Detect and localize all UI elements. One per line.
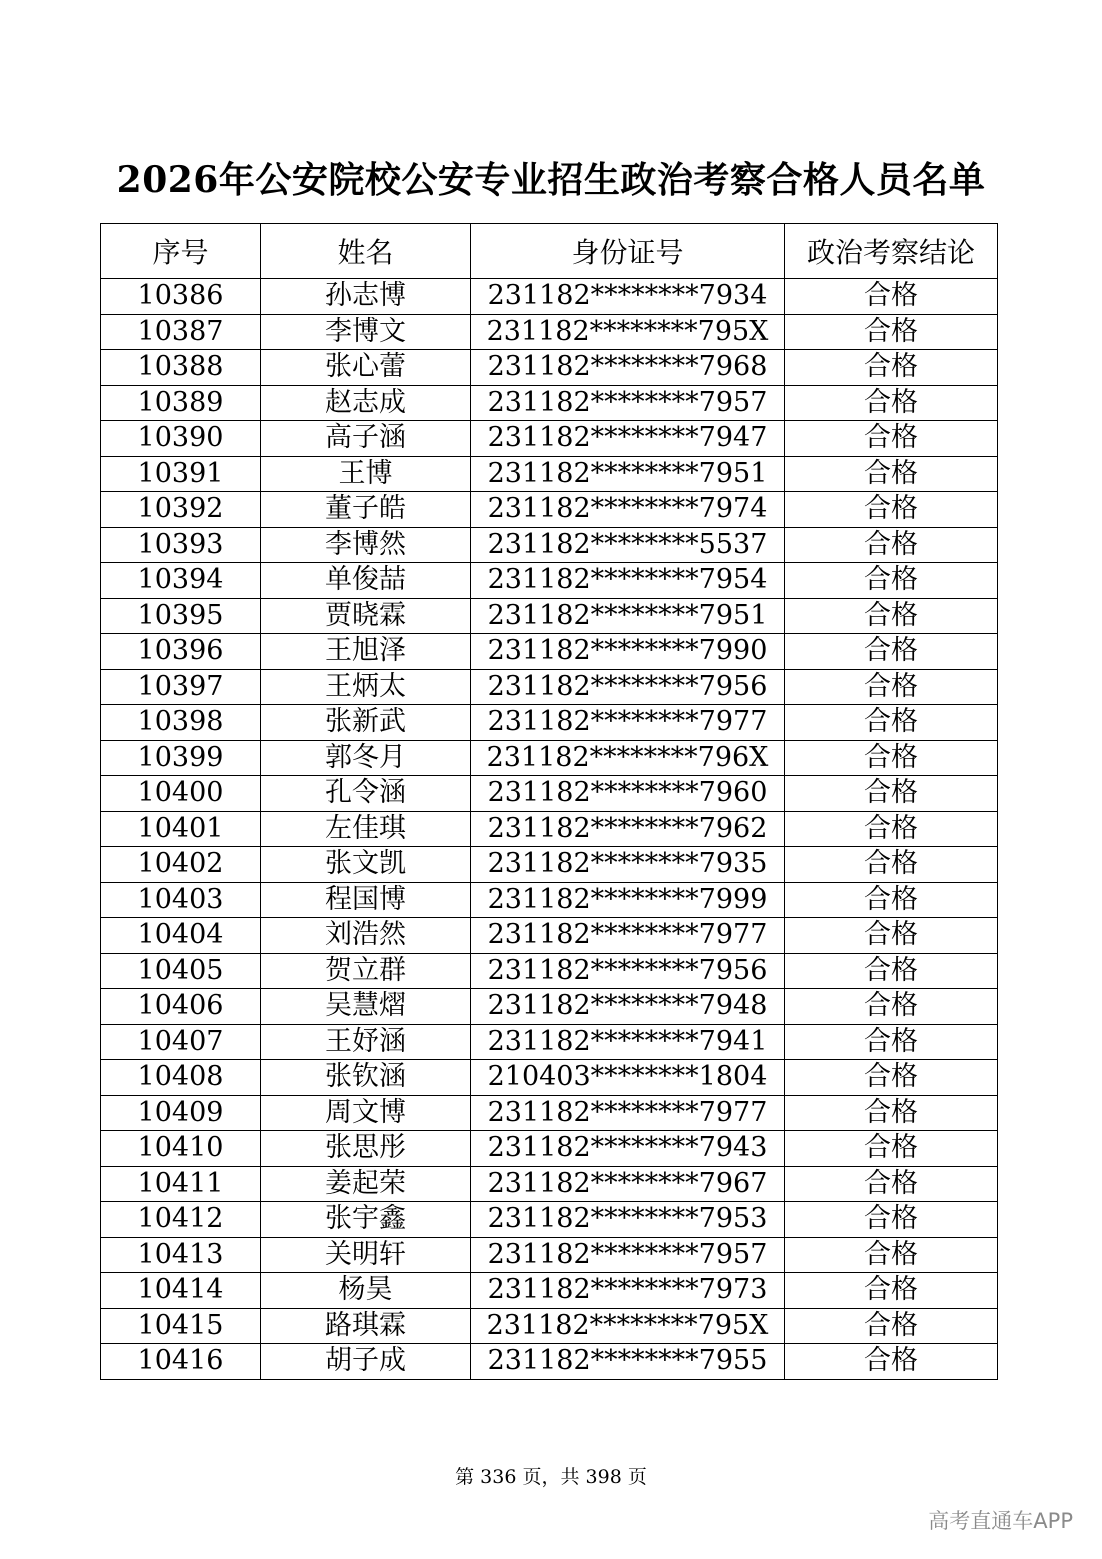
table-row xyxy=(101,811,998,847)
serial-number-cell: 10401 xyxy=(101,811,261,847)
id-number-cell: 231182********7973 xyxy=(471,1273,785,1309)
name-cell: 周文博 xyxy=(261,1095,471,1131)
result-cell: 合格 xyxy=(785,1273,998,1309)
serial-number-cell: 10397 xyxy=(101,669,261,705)
serial-number-cell: 10414 xyxy=(101,1273,261,1309)
name-cell: 程国博 xyxy=(261,882,471,918)
table-row xyxy=(101,776,998,812)
page-footer: 第 336 页，共 398 页 xyxy=(455,1466,647,1488)
serial-number-cell: 10389 xyxy=(101,385,261,421)
serial-number-cell: 10393 xyxy=(101,527,261,563)
id-number-cell: 231182********7956 xyxy=(471,669,785,705)
result-cell: 合格 xyxy=(785,1131,998,1167)
name-cell: 杨昊 xyxy=(261,1273,471,1309)
name-cell: 李博文 xyxy=(261,314,471,350)
id-number-cell: 231182********7960 xyxy=(471,776,785,812)
serial-number-cell: 10390 xyxy=(101,421,261,457)
name-cell: 赵志成 xyxy=(261,385,471,421)
serial-number-cell: 10400 xyxy=(101,776,261,812)
id-number-cell: 231182********795X xyxy=(471,314,785,350)
id-number-cell: 231182********7977 xyxy=(471,1095,785,1131)
id-number-cell: 231182********7957 xyxy=(471,385,785,421)
id-number-cell: 231182********7956 xyxy=(471,953,785,989)
table-row xyxy=(101,1237,998,1273)
name-cell: 王博 xyxy=(261,456,471,492)
result-cell: 合格 xyxy=(785,492,998,528)
table-row xyxy=(101,1273,998,1309)
serial-number-cell: 10403 xyxy=(101,882,261,918)
id-number-cell: 231182********7947 xyxy=(471,421,785,457)
id-number-cell: 231182********7934 xyxy=(471,279,785,315)
id-number-cell: 231182********796X xyxy=(471,740,785,776)
header-name: 姓名 xyxy=(261,224,471,279)
result-cell: 合格 xyxy=(785,953,998,989)
table-row xyxy=(101,598,998,634)
name-cell: 孔令涵 xyxy=(261,776,471,812)
name-cell: 张思彤 xyxy=(261,1131,471,1167)
table-row xyxy=(101,1060,998,1096)
name-cell: 张心蕾 xyxy=(261,350,471,386)
table-row xyxy=(101,989,998,1025)
table-row xyxy=(101,1166,998,1202)
table-row xyxy=(101,1308,998,1344)
name-cell: 张文凯 xyxy=(261,847,471,883)
serial-number-cell: 10387 xyxy=(101,314,261,350)
table-row xyxy=(101,1202,998,1238)
name-cell: 王妤涵 xyxy=(261,1024,471,1060)
page-title: 2026年公安院校公安专业招生政治考察合格人员名单 xyxy=(116,159,986,201)
serial-number-cell: 10411 xyxy=(101,1166,261,1202)
name-cell: 单俊喆 xyxy=(261,563,471,599)
serial-number-cell: 10396 xyxy=(101,634,261,670)
result-cell: 合格 xyxy=(785,279,998,315)
header-serial-number: 序号 xyxy=(101,224,261,279)
table-row xyxy=(101,1344,998,1380)
name-cell: 张宇鑫 xyxy=(261,1202,471,1238)
table-row xyxy=(101,527,998,563)
id-number-cell: 231182********7953 xyxy=(471,1202,785,1238)
table-row xyxy=(101,953,998,989)
id-number-cell: 231182********7941 xyxy=(471,1024,785,1060)
name-cell: 张新武 xyxy=(261,705,471,741)
name-cell: 刘浩然 xyxy=(261,918,471,954)
id-number-cell: 231182********7967 xyxy=(471,1166,785,1202)
id-number-cell: 231182********7943 xyxy=(471,1131,785,1167)
serial-number-cell: 10416 xyxy=(101,1344,261,1380)
id-number-cell: 231182********5537 xyxy=(471,527,785,563)
result-cell: 合格 xyxy=(785,847,998,883)
id-number-cell: 231182********7977 xyxy=(471,918,785,954)
watermark: 高考直通车APP xyxy=(928,1509,1073,1533)
table-row xyxy=(101,385,998,421)
id-number-cell: 231182********7962 xyxy=(471,811,785,847)
id-number-cell: 231182********7948 xyxy=(471,989,785,1025)
header-id-number: 身份证号 xyxy=(471,224,785,279)
result-cell: 合格 xyxy=(785,669,998,705)
roster-table xyxy=(100,223,998,1380)
result-cell: 合格 xyxy=(785,740,998,776)
table-row xyxy=(101,705,998,741)
serial-number-cell: 10391 xyxy=(101,456,261,492)
serial-number-cell: 10386 xyxy=(101,279,261,315)
result-cell: 合格 xyxy=(785,776,998,812)
serial-number-cell: 10408 xyxy=(101,1060,261,1096)
result-cell: 合格 xyxy=(785,314,998,350)
name-cell: 姜起荣 xyxy=(261,1166,471,1202)
table-row xyxy=(101,350,998,386)
table-body xyxy=(101,279,998,1380)
name-cell: 贺立群 xyxy=(261,953,471,989)
name-cell: 吴慧熠 xyxy=(261,989,471,1025)
serial-number-cell: 10394 xyxy=(101,563,261,599)
serial-number-cell: 10407 xyxy=(101,1024,261,1060)
table-row xyxy=(101,882,998,918)
table-row xyxy=(101,314,998,350)
table-row xyxy=(101,492,998,528)
result-cell: 合格 xyxy=(785,1024,998,1060)
name-cell: 张钦涵 xyxy=(261,1060,471,1096)
name-cell: 高子涵 xyxy=(261,421,471,457)
table-row xyxy=(101,563,998,599)
serial-number-cell: 10392 xyxy=(101,492,261,528)
result-cell: 合格 xyxy=(785,598,998,634)
name-cell: 李博然 xyxy=(261,527,471,563)
table-row xyxy=(101,421,998,457)
result-cell: 合格 xyxy=(785,350,998,386)
table-row xyxy=(101,847,998,883)
name-cell: 王旭泽 xyxy=(261,634,471,670)
name-cell: 胡子成 xyxy=(261,1344,471,1380)
result-cell: 合格 xyxy=(785,1308,998,1344)
id-number-cell: 231182********7954 xyxy=(471,563,785,599)
id-number-cell: 231182********7974 xyxy=(471,492,785,528)
serial-number-cell: 10395 xyxy=(101,598,261,634)
result-cell: 合格 xyxy=(785,1060,998,1096)
id-number-cell: 231182********7955 xyxy=(471,1344,785,1380)
serial-number-cell: 10413 xyxy=(101,1237,261,1273)
serial-number-cell: 10409 xyxy=(101,1095,261,1131)
table-row xyxy=(101,740,998,776)
name-cell: 左佳琪 xyxy=(261,811,471,847)
result-cell: 合格 xyxy=(785,1202,998,1238)
id-number-cell: 231182********7977 xyxy=(471,705,785,741)
name-cell: 郭冬月 xyxy=(261,740,471,776)
serial-number-cell: 10406 xyxy=(101,989,261,1025)
serial-number-cell: 10415 xyxy=(101,1308,261,1344)
id-number-cell: 231182********7957 xyxy=(471,1237,785,1273)
serial-number-cell: 10410 xyxy=(101,1131,261,1167)
name-cell: 关明轩 xyxy=(261,1237,471,1273)
result-cell: 合格 xyxy=(785,385,998,421)
serial-number-cell: 10399 xyxy=(101,740,261,776)
table-row xyxy=(101,279,998,315)
table-header-row xyxy=(101,224,998,279)
result-cell: 合格 xyxy=(785,882,998,918)
serial-number-cell: 10405 xyxy=(101,953,261,989)
result-cell: 合格 xyxy=(785,563,998,599)
id-number-cell: 231182********7951 xyxy=(471,456,785,492)
table-row xyxy=(101,918,998,954)
table-row xyxy=(101,1024,998,1060)
table-row xyxy=(101,1131,998,1167)
result-cell: 合格 xyxy=(785,634,998,670)
serial-number-cell: 10388 xyxy=(101,350,261,386)
id-number-cell: 231182********7951 xyxy=(471,598,785,634)
serial-number-cell: 10412 xyxy=(101,1202,261,1238)
id-number-cell: 231182********7935 xyxy=(471,847,785,883)
result-cell: 合格 xyxy=(785,989,998,1025)
serial-number-cell: 10404 xyxy=(101,918,261,954)
serial-number-cell: 10402 xyxy=(101,847,261,883)
result-cell: 合格 xyxy=(785,811,998,847)
serial-number-cell: 10398 xyxy=(101,705,261,741)
table-row xyxy=(101,669,998,705)
table-row xyxy=(101,634,998,670)
result-cell: 合格 xyxy=(785,1344,998,1380)
id-number-cell: 231182********795X xyxy=(471,1308,785,1344)
id-number-cell: 231182********7990 xyxy=(471,634,785,670)
table-row xyxy=(101,456,998,492)
id-number-cell: 231182********7999 xyxy=(471,882,785,918)
result-cell: 合格 xyxy=(785,1237,998,1273)
result-cell: 合格 xyxy=(785,456,998,492)
result-cell: 合格 xyxy=(785,705,998,741)
result-cell: 合格 xyxy=(785,421,998,457)
id-number-cell: 231182********7968 xyxy=(471,350,785,386)
name-cell: 董子皓 xyxy=(261,492,471,528)
id-number-cell: 210403********1804 xyxy=(471,1060,785,1096)
name-cell: 贾晓霖 xyxy=(261,598,471,634)
result-cell: 合格 xyxy=(785,1095,998,1131)
result-cell: 合格 xyxy=(785,1166,998,1202)
result-cell: 合格 xyxy=(785,918,998,954)
header-political-review-result: 政治考察结论 xyxy=(785,224,998,279)
name-cell: 路琪霖 xyxy=(261,1308,471,1344)
table-row xyxy=(101,1095,998,1131)
name-cell: 王炳太 xyxy=(261,669,471,705)
result-cell: 合格 xyxy=(785,527,998,563)
name-cell: 孙志博 xyxy=(261,279,471,315)
